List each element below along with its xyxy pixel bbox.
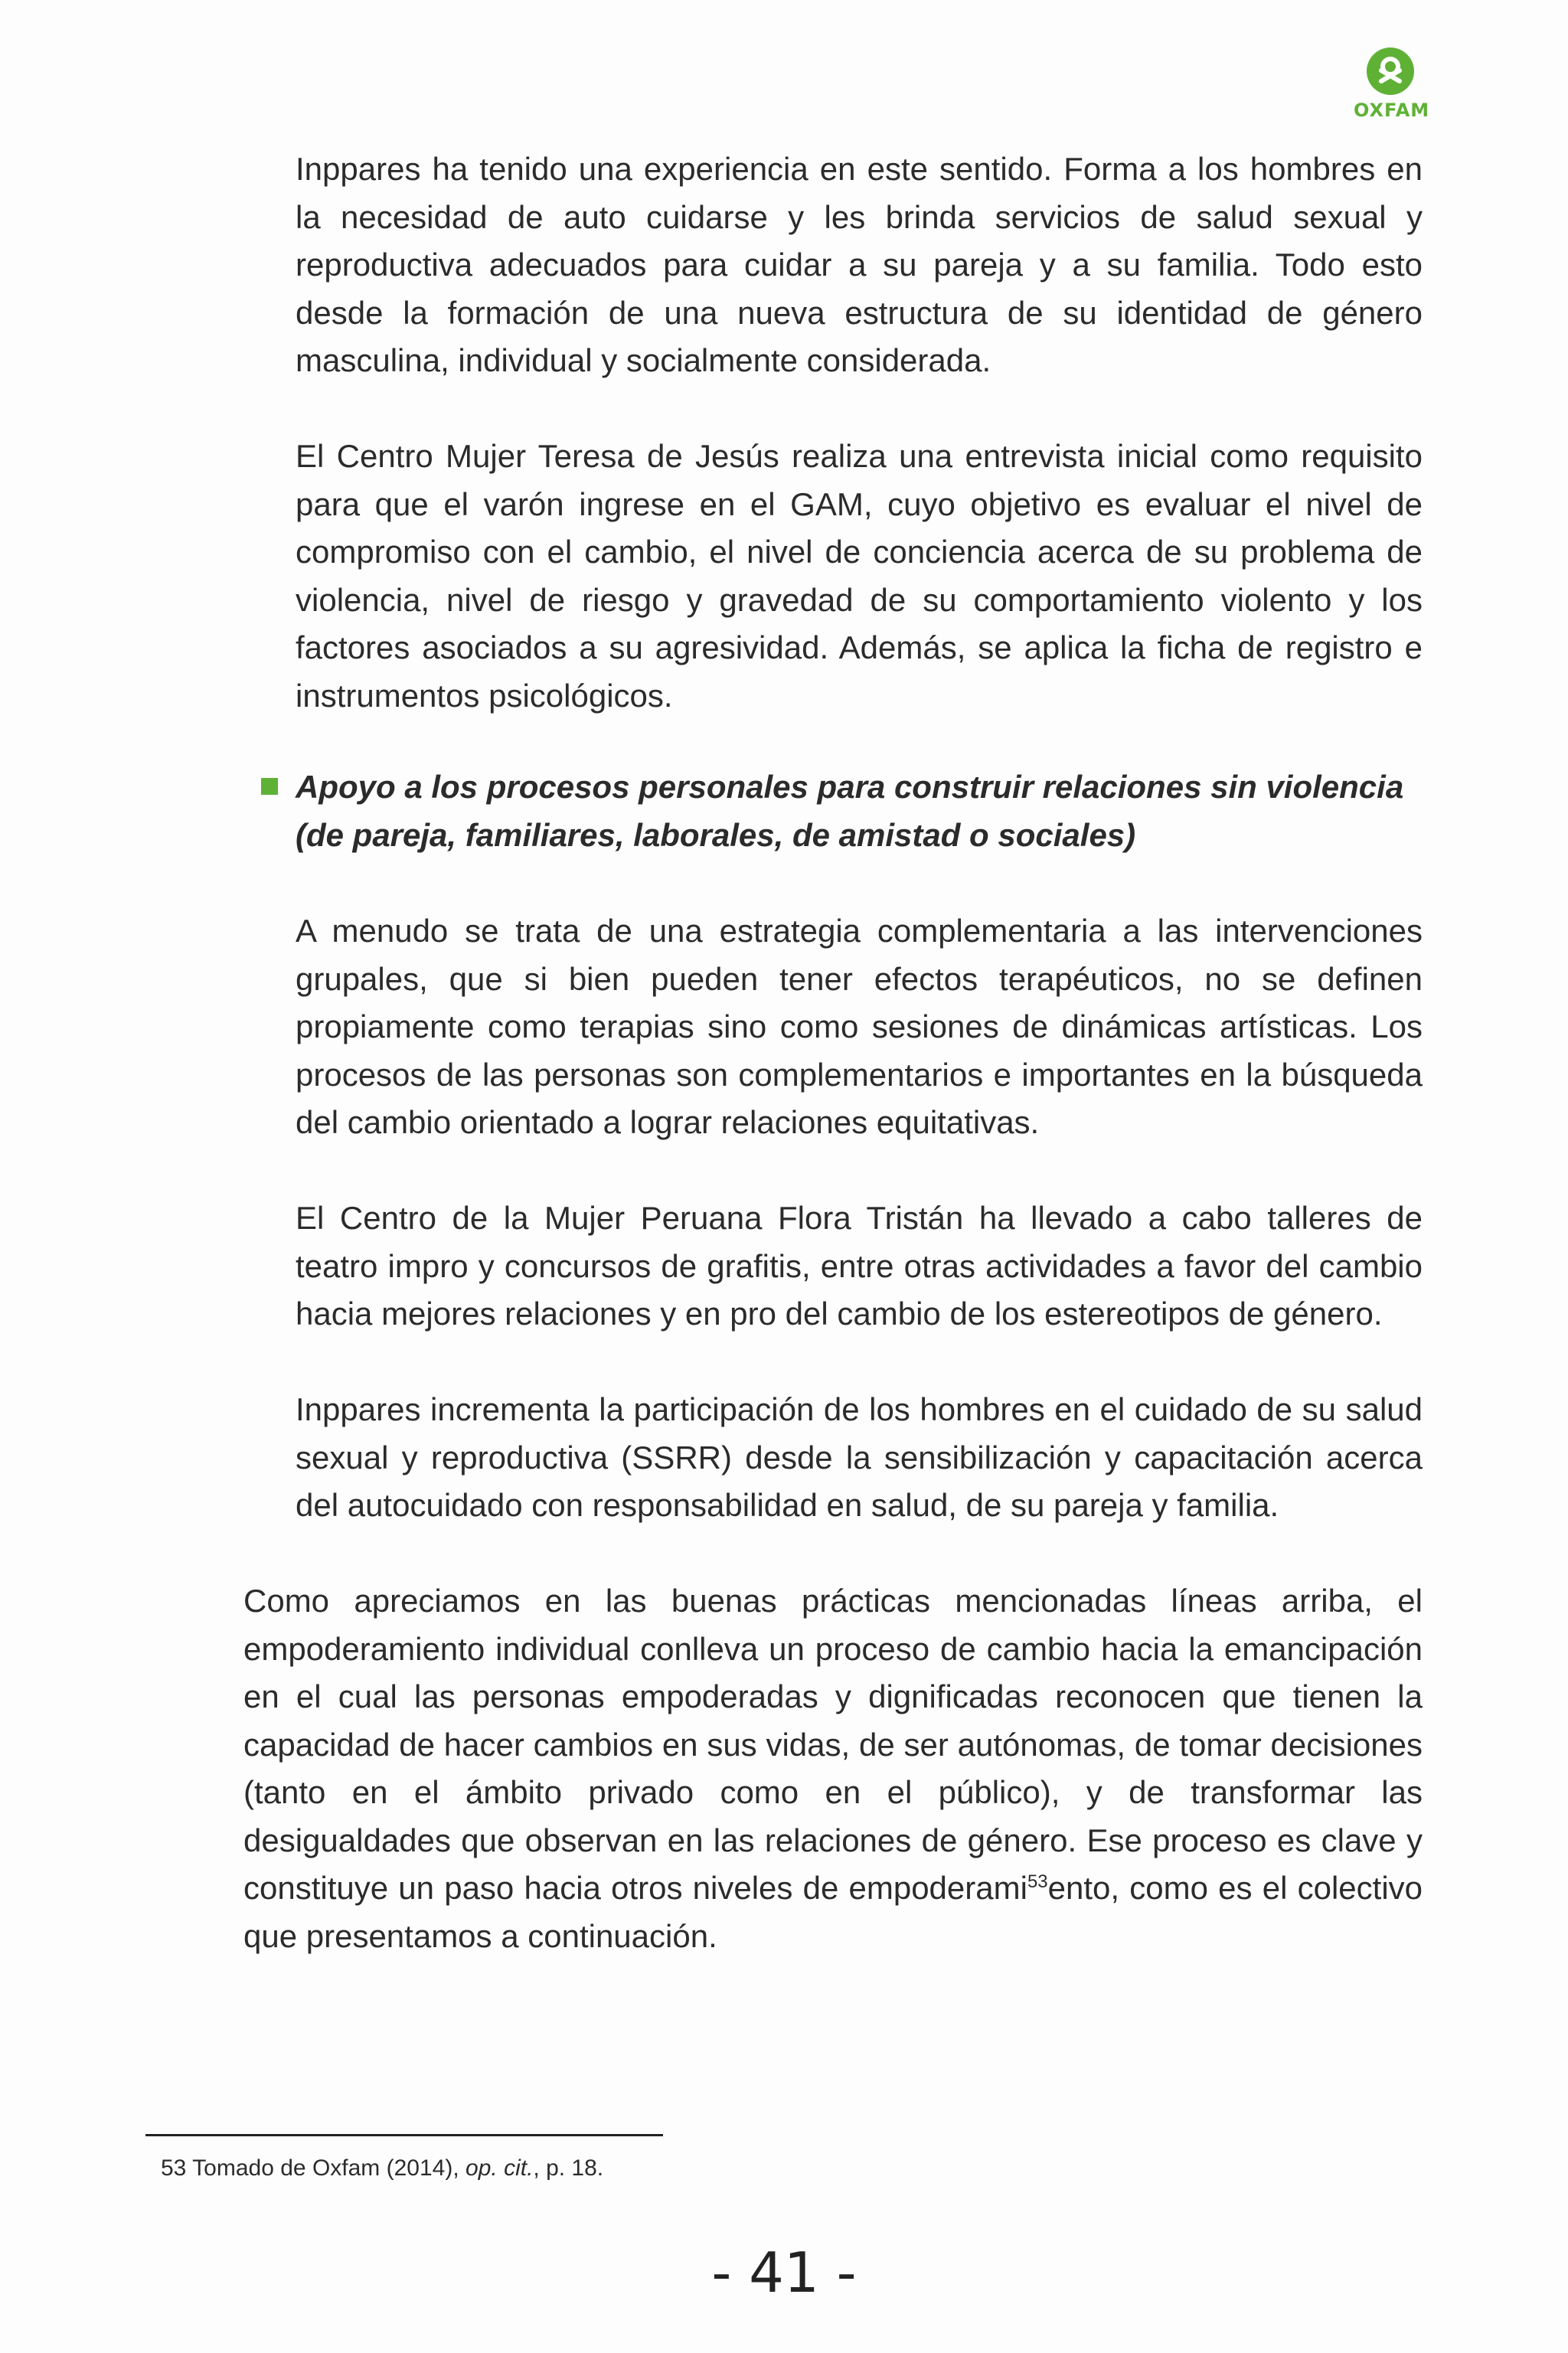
footnote-number: 53	[161, 2155, 187, 2181]
footnote-divider	[145, 2134, 663, 2136]
oxfam-logo	[1354, 47, 1430, 121]
paragraph-empoderamiento	[243, 1577, 1423, 1960]
page-number: - 41 -	[711, 2240, 857, 2305]
paragraph-inppares-participacion: Inppares incrementa la participación de los hombres en el cuidado de su salud sexual y reproductiva (SSRR) desde la sensibilización y capacitación acerca del autocuidado con responsabilidad en salud, de su pareja y familia.	[296, 1391, 1423, 1523]
paragraph-estrategia-complementaria: A menudo se trata de una estrategia complementaria a las intervenciones grupales, que si bien pueden tener efectos terapéuticos, no se definen propiamente como terapias sino como sesiones de dinámicas artísticas. Los procesos de las personas son complementarios e importantes en la búsqueda del cambio orientado a lograr relaciones equitativas.	[296, 913, 1423, 1140]
bullet-square-icon	[261, 778, 278, 795]
oxfam-logo-icon	[1367, 47, 1414, 95]
footnote-ref[interactable]: 53	[1027, 1871, 1048, 1892]
footnote-text-end: , p. 18.	[533, 2155, 604, 2181]
paragraph-flora-tristan: El Centro de la Mujer Peruana Flora Tristán ha llevado a cabo talleres de teatro impro y concursos de grafitis, entre otras actividades a favor del cambio hacia mejores relaciones y en pro del cambio de los estereotipos de género.	[296, 1200, 1423, 1332]
paragraph-empoderamiento-part2: ento, como es el colectivo que presentamos a continuación.	[243, 1870, 1423, 1954]
paragraph-inppares-experience: Inppares ha tenido una experiencia en este sentido. Forma a los hombres en la necesidad de auto cuidarse y les brinda servicios de salud sexual y reproductiva adecuados para cuidar a su pareja y a su familia. Todo esto desde la formación de una nueva estructura de su identidad de género masculina, individual y socialmente considerada.	[296, 151, 1423, 378]
oxfam-logo-text: OXFAM	[1354, 100, 1430, 121]
paragraph-centro-mujer-teresa: El Centro Mujer Teresa de Jesús realiza una entrevista inicial como requisito para que el varón ingrese en el GAM, cuyo objetivo es evaluar el nivel de compromiso con el cambio, el nivel de conciencia acerca de su problema de violencia, nivel de riesgo y gravedad de su comportamiento violento y los factores asociados a su agresividad. Además, se aplica la ficha de registro e instrumentos psicológicos.	[296, 438, 1423, 714]
footnote-italic: op. cit.	[466, 2155, 534, 2181]
footnote-text: Tomado de Oxfam (2014),	[192, 2155, 459, 2181]
footnote	[161, 2153, 603, 2184]
bullet-heading: Apoyo a los procesos personales para construir relaciones sin violencia (de pareja, familiares, laborales, de amistad o sociales)	[296, 769, 1404, 853]
paragraph-empoderamiento-part1: Como apreciamos en las buenas prácticas mencionadas líneas arriba, el empoderamiento individual conlleva un proceso de cambio hacia la emancipación en el cual las personas empoderadas y dignificadas reconocen que tienen la capacidad de hacer cambios en sus vidas, de ser autónomas, de tomar decisiones (tanto en el ámbito privado como en el público), y de transformar las desigualdades que observan en las relaciones de género. Ese proceso es clave y constituye un paso hacia otros niveles de empoderami	[243, 1583, 1423, 1906]
